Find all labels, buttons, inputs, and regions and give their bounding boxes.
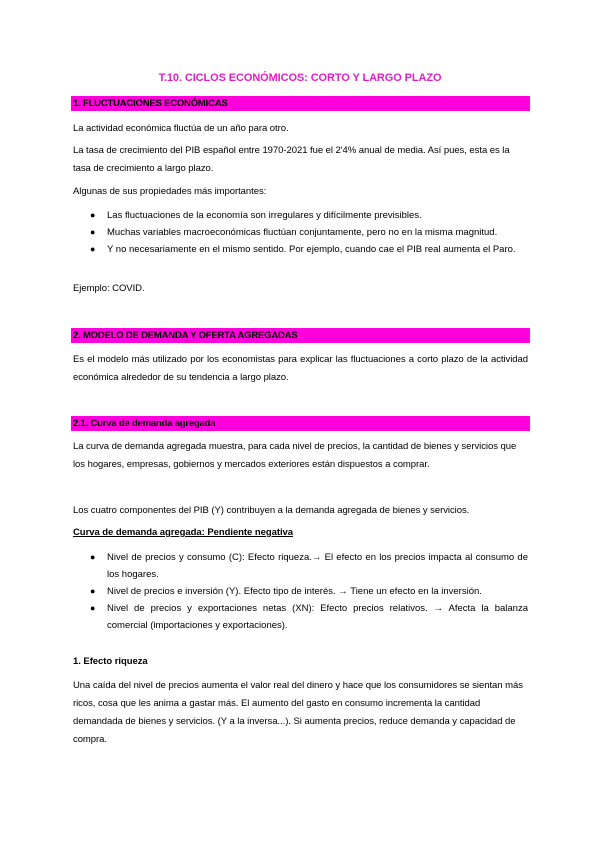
paragraph-componentes-pib: Los cuatro componentes del PIB (Y) contribuyen a la demanda agregada de bienes y servicios. [73,505,470,516]
list-item: ● Las fluctuaciones de la economía son irregulares y difícilmente previsibles. [87,207,528,224]
paragraph-ejemplo: Ejemplo: COVID. [73,283,145,294]
paragraph-propiedades: Algunas de sus propiedades más importantes: [73,186,267,197]
list-item: ● Nivel de precios e inversión (Y). Efecto tipo de interés. → Tiene un efecto en la inversión. [87,583,528,600]
bullet-icon: ● [90,586,96,596]
subheading-pendiente-negativa: Curva de demanda agregada: Pendiente negativa [73,527,294,538]
properties-list [87,207,528,258]
list-item: ● Muchas variables macroeconómicas fluctúan conjuntamente, pero no en la misma magnitud. [87,224,528,241]
section-heading-modelo: 2. MODELO DE DEMANDA Y OFERTA AGREGADAS [71,328,530,343]
bullet-icon: ● [90,210,96,220]
paragraph-modelo: Es el modelo más utilizado por los economistas para explicar las fluctuaciones a corto plazo de la actividad económica alrededor de su tendencia a largo plazo. [73,354,528,383]
section-heading-curva-demanda: 2.1. Curva de demanda agregada [71,416,530,431]
list-item: ● Y no necesariamente en el mismo sentido. Por ejemplo, cuando cae el PIB real aumenta el Paro. [87,241,528,258]
subheading-container [73,524,528,542]
bullet-icon: ● [90,227,96,237]
subheading-container-efecto [73,653,528,671]
bullet-icon: ● [90,552,96,562]
document-title: T.10. CICLOS ECONÓMICOS: CORTO Y LARGO PLAZO [158,72,442,84]
paragraph-efecto-riqueza: Una caída del nivel de precios aumenta el valor real del dinero y hace que los consumidores se sientan más ricos, cosa que les anima a gastar más. El aumento del gasto en consumo incrementa la cantidad demandada de bienes y servicios. (Y a la inversa...). Si aumenta precios, reduce demanda y capacidad de compra. [73,680,523,745]
list-item: ● Nivel de precios y consumo (C): Efecto riqueza.→ El efecto en los precios impacta al consumo de los hogares. [87,549,528,583]
subheading-efecto-riqueza: 1. Efecto riqueza [73,656,148,667]
demand-effects-list [87,549,528,634]
paragraph-actividad: La actividad económica fluctúa de un año para otro. [73,123,289,134]
bullet-icon: ● [90,603,96,613]
paragraph-tasa-crecimiento: La tasa de crecimiento del PIB español entre 1970-2021 fue el 2'4% anual de media. Así pues, esta es la tasa de crecimiento a largo plazo. [73,145,510,174]
bullet-icon: ● [90,244,96,254]
list-item: ● Nivel de precios y exportaciones netas (XN): Efecto precios relativos. → Afecta la balanza comercial (importaciones y exportaciones). [87,600,528,634]
section-heading-fluctuaciones: 1. FLUCTUACIONES ECONÓMICAS [71,96,530,111]
paragraph-curva-demanda: La curva de demanda agregada muestra, para cada nivel de precios, la cantidad de bienes y servicios que los hogares, empresas, gobiernos y mercados exteriores están dispuestos a comprar. [73,441,517,470]
